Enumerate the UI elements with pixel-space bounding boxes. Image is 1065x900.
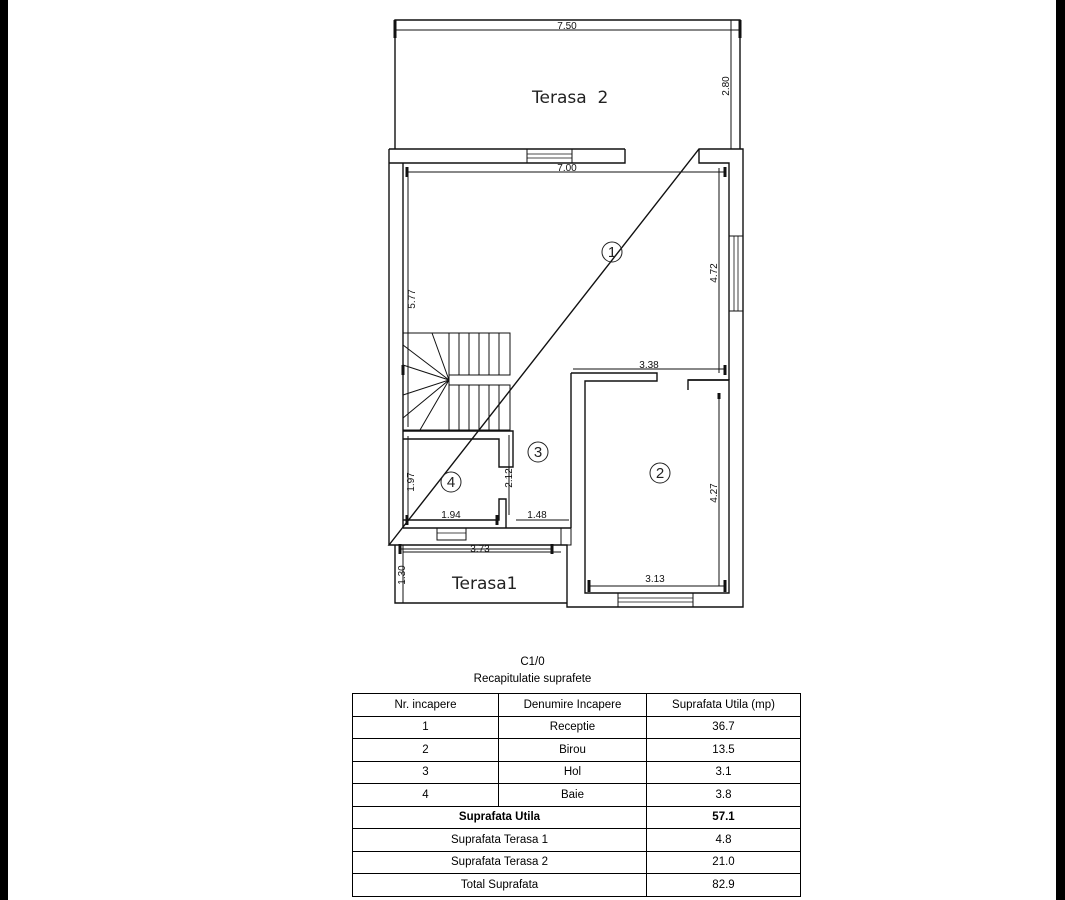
room-number-2: 2 (655, 465, 665, 482)
dim-room1-width: 7.00 (557, 163, 577, 174)
dim-terasa2-width: 7.50 (557, 21, 577, 32)
total-value: 82.9 (647, 874, 801, 897)
header-name: Denumire Incapere (499, 694, 647, 717)
staircase (403, 333, 510, 430)
table-header-row (353, 694, 801, 717)
area-summary-table (352, 693, 801, 897)
dim-room2-depth: 4.27 (709, 483, 720, 503)
table-caption: Recapitulatie suprafete (473, 673, 592, 685)
terasa2-label: Terasa 2 (532, 88, 609, 108)
cell-nr: 3 (353, 761, 499, 784)
subtotal-label: Suprafata Utila (353, 806, 647, 829)
total-label: Total Suprafata (353, 874, 647, 897)
terasa1-row (353, 829, 801, 852)
room-number-3: 3 (533, 444, 543, 461)
cell-name: Receptie (499, 716, 647, 739)
cell-area: 36.7 (647, 716, 801, 739)
drawing-code: C1/0 (520, 656, 545, 668)
dim-terasa2-depth: 2.80 (721, 76, 732, 96)
dim-left-depth: 5.77 (407, 289, 418, 309)
room2-walls (571, 373, 729, 593)
terasa1-label: Terasa1 (452, 574, 518, 594)
terasa2-area-value: 21.0 (647, 851, 801, 874)
cell-name: Baie (499, 784, 647, 807)
dim-room4-depth: 1.97 (406, 472, 417, 492)
table-row (353, 761, 801, 784)
terasa2-row (353, 851, 801, 874)
dim-room4-inner: 2.12 (504, 468, 515, 488)
total-row (353, 874, 801, 897)
subtotal-value: 57.1 (647, 806, 801, 829)
dim-hall-width: 1.48 (527, 510, 547, 521)
table-row (353, 739, 801, 762)
cell-area: 3.1 (647, 761, 801, 784)
cell-nr: 1 (353, 716, 499, 739)
dim-room2-top: 3.38 (639, 360, 659, 371)
dim-room1-depth: 4.72 (709, 263, 720, 283)
window-top (527, 149, 572, 163)
terasa2-area-label: Suprafata Terasa 2 (353, 851, 647, 874)
cell-area: 13.5 (647, 739, 801, 762)
cell-name: Hol (499, 761, 647, 784)
table-row (353, 716, 801, 739)
header-nr: Nr. incapere (353, 694, 499, 717)
dim-terasa1-depth: 1.30 (397, 565, 408, 585)
room-number-4: 4 (446, 474, 456, 491)
header-area: Suprafata Utila (mp) (647, 694, 801, 717)
table-row (353, 784, 801, 807)
cell-nr: 2 (353, 739, 499, 762)
subtotal-row (353, 806, 801, 829)
dim-room4-width: 1.94 (441, 510, 461, 521)
terasa2-outline (395, 20, 740, 149)
window-right (729, 236, 743, 311)
window-bottom (618, 593, 693, 607)
window-bath (437, 528, 466, 540)
terasa1-area-label: Suprafata Terasa 1 (353, 829, 647, 852)
dim-room2-bottom: 3.13 (645, 574, 665, 585)
cell-name: Birou (499, 739, 647, 762)
dim-terasa1-width: 3.73 (470, 544, 490, 555)
room-number-1: 1 (607, 244, 617, 261)
cell-area: 3.8 (647, 784, 801, 807)
terasa1-area-value: 4.8 (647, 829, 801, 852)
cell-nr: 4 (353, 784, 499, 807)
room4-walls (403, 431, 513, 467)
